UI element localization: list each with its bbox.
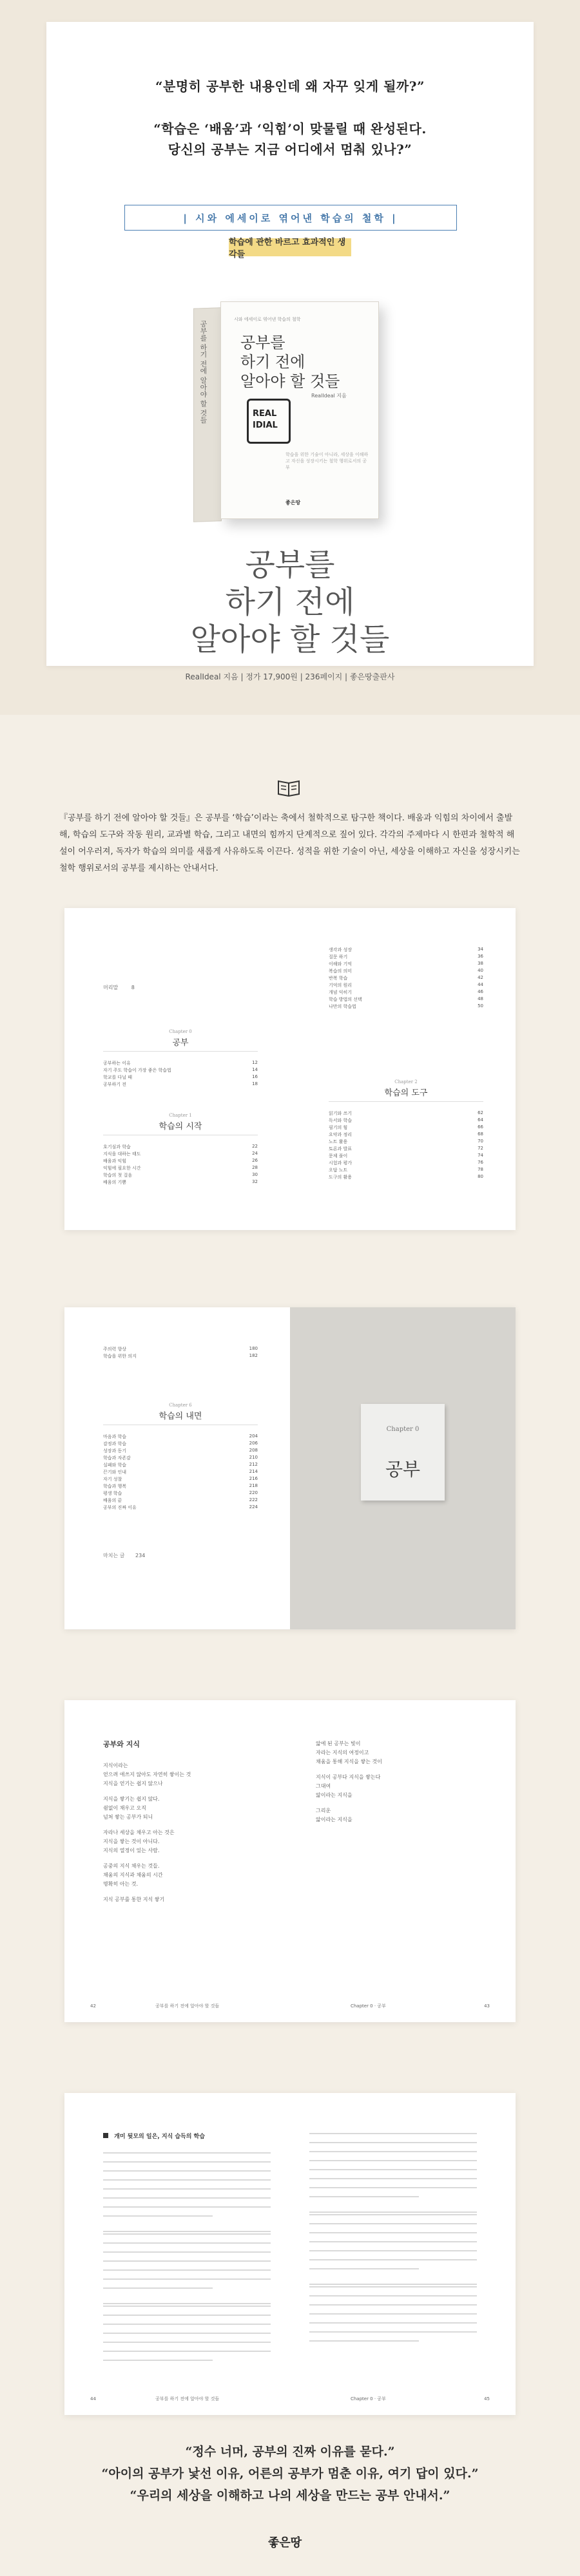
- toc-entry-title: 학습과 행복: [103, 1484, 127, 1489]
- chapter2-label: Chapter 2: [394, 1079, 418, 1084]
- toc-entry-page: 26: [252, 1158, 258, 1163]
- essay-text-line: [309, 2250, 477, 2251]
- toc-entry: [329, 1117, 483, 1124]
- toc-entry-title: 배움과 익힘: [103, 1159, 127, 1164]
- poem-footer-left: [90, 2003, 219, 2009]
- essay-text-line: [309, 2151, 477, 2152]
- toc-entry-title: 생각과 성장: [329, 947, 353, 952]
- essay-text-line: [103, 2233, 271, 2235]
- essay-text-line: [103, 2188, 271, 2190]
- essay-text-line: [103, 2278, 271, 2280]
- toc2-epilogue: [103, 1552, 145, 1559]
- toc-entry-page: 46: [478, 989, 483, 994]
- toc-entry: [103, 1074, 258, 1081]
- essay-text-line: [103, 2324, 271, 2325]
- toc-entry-page: 22: [252, 1144, 258, 1149]
- toc-entry-title: 배움의 기쁨: [103, 1180, 127, 1185]
- toc-entry-page: 12: [252, 1060, 258, 1065]
- tagline: | 시와 에세이로 엮어낸 학습의 철학 |: [124, 205, 457, 231]
- toc-entry-title: 학습을 위한 의지: [103, 1354, 137, 1359]
- toc-entry-title: 이해와 기억: [329, 961, 353, 967]
- poem-page-right: 43: [484, 2003, 490, 2009]
- book-title-line-2: 하기 전에: [225, 584, 355, 620]
- toc-entry-page: 220: [249, 1490, 258, 1495]
- essay-text-line: [309, 2133, 477, 2134]
- essay-text-line: [309, 2268, 419, 2269]
- toc-entry: [329, 975, 483, 981]
- logo-text: [253, 408, 278, 431]
- toc-entry-page: 216: [249, 1476, 258, 1481]
- toc-entry-title: 토론과 발표: [329, 1146, 353, 1151]
- toc-entry: [103, 1504, 258, 1511]
- toc-entry-title: 지식을 대하는 태도: [103, 1151, 141, 1157]
- toc-entry: [329, 996, 483, 1003]
- toc-entry-title: 끈기와 인내: [103, 1470, 127, 1475]
- toc-entry-page: 18: [252, 1081, 258, 1086]
- book-title-line-1: 공부를: [245, 547, 335, 583]
- toc-entry-page: 38: [478, 961, 483, 966]
- toc-entry-page: 66: [478, 1124, 483, 1130]
- poem-line: 앎이라는 지식을: [316, 1792, 353, 1798]
- toc-entry-title: 노트 활용: [329, 1139, 348, 1144]
- poem-line: 지식의 열정이 있는 사람.: [103, 1848, 160, 1853]
- toc-entry-page: 64: [478, 1117, 483, 1122]
- toc-entry-title: 오답 노트: [329, 1168, 348, 1173]
- book-meta: RealIdeal 지음 | 정가 17,900원 | 236페이지 | 좋은땅출판사: [185, 672, 395, 681]
- toc-entry-page: 48: [478, 996, 483, 1001]
- essay-text-line: [103, 2197, 271, 2199]
- essay-text-line: [309, 2196, 419, 2197]
- toc-entry-title: 시험과 평가: [329, 1160, 353, 1166]
- toc-entry-title: 자기 주도 학습이 가장 좋은 학습법: [103, 1068, 171, 1073]
- toc-entry-page: 34: [478, 947, 483, 952]
- toc-entry: [103, 1067, 258, 1074]
- toc-entry-page: 224: [249, 1504, 258, 1510]
- poem-spread: [64, 1700, 516, 2022]
- poem-title: 공부와 지식: [103, 1740, 140, 1748]
- cover-tagline: 학습을 위한 기술이 아니라, 세상을 이해하고 자신을 성장시키는 철학 행위로서의 공부: [285, 452, 369, 470]
- essay-text-line: [309, 2304, 477, 2306]
- book-title-line-3: 알아야 할 것들: [190, 621, 390, 658]
- toc-entry-page: 24: [252, 1151, 258, 1156]
- book-title: [0, 546, 580, 658]
- toc-entry: [103, 1172, 258, 1179]
- toc-entry: [103, 1081, 258, 1088]
- poem-line: 지식을 얻기는 쉽지 않으나: [103, 1781, 163, 1786]
- toc-entry: [329, 1174, 483, 1180]
- toc-entry-page: 78: [478, 1167, 483, 1172]
- toc-entry-page: 70: [478, 1139, 483, 1144]
- toc-entry: [103, 1151, 258, 1157]
- toc-entry: [103, 1441, 258, 1447]
- toc-entry-title: 반복 학습: [329, 976, 348, 981]
- toc-right-page: [290, 908, 516, 1230]
- poem-line: 앎에 된 공부는 빛이: [316, 1741, 361, 1747]
- toc-entry-title: 공부하기 전: [103, 1082, 127, 1087]
- essay-text-line: [309, 2160, 477, 2161]
- essay-text-line: [309, 2295, 477, 2297]
- toc-entry-title: 문제 풀이: [329, 1153, 348, 1159]
- cover-title: [240, 333, 340, 391]
- toc-entry: [329, 1167, 483, 1173]
- open-book-icon: [276, 778, 302, 797]
- toc-entry-title: 요약과 정리: [329, 1132, 353, 1137]
- closing-quote-3: “우리의 세상을 이해하고 나의 세상을 만드는 공부 안내서.”: [130, 2488, 450, 2503]
- poem-line: 넘쳐 쌓는 공부가 되니: [103, 1814, 153, 1820]
- toc-entry-page: 44: [478, 982, 483, 987]
- toc-entry-page: 212: [249, 1462, 258, 1467]
- hero-section: [0, 0, 580, 715]
- toc-entry-page: 68: [478, 1132, 483, 1137]
- toc-entry: [103, 1353, 258, 1359]
- toc-entry-title: 호기심과 학습: [103, 1144, 131, 1150]
- toc-entry: [329, 1110, 483, 1117]
- chapter6-label: Chapter 6: [169, 1403, 192, 1408]
- essay-text-line: [309, 2142, 477, 2143]
- essay-spread: [64, 2093, 516, 2415]
- poem-running-left: 공부를 하기 전에 알아야 할 것들: [155, 2003, 220, 2009]
- toc-spread: [64, 908, 516, 1230]
- essay-text-line: [309, 2340, 419, 2342]
- toc-entry-page: 72: [478, 1146, 483, 1151]
- poem-line: 채움의 지식과 채움의 시간: [103, 1872, 163, 1878]
- cover-title-1: 공부를: [240, 334, 285, 352]
- toc-entry-title: 자기 성찰: [103, 1477, 122, 1482]
- toc-entry-title: 익힘에 필요한 시간: [103, 1166, 141, 1171]
- toc-entry: [103, 1490, 258, 1497]
- toc-entry-title: 도구의 활용: [329, 1175, 353, 1180]
- toc-entry: [103, 1476, 258, 1482]
- essay-title: [103, 2132, 205, 2140]
- cover-top-text: 시와 에세이로 엮어낸 학습의 철학: [234, 317, 301, 322]
- epilogue-page: 234: [135, 1553, 146, 1558]
- toc-entry-page: 182: [249, 1353, 258, 1358]
- toc-entry-title: 감정과 학습: [103, 1441, 127, 1446]
- hero-quote-2: “학습은 ‘배움’과 ‘익힘’이 맞물릴 때 완성된다.: [153, 121, 427, 137]
- essay-left-page: [64, 2093, 290, 2415]
- essay-text-line: [309, 2187, 477, 2188]
- toc-entry-page: 42: [478, 975, 483, 980]
- essay-text-line: [309, 2286, 477, 2287]
- toc-entry: [329, 982, 483, 989]
- poem-running-right: Chapter 0 · 공부: [350, 2003, 386, 2009]
- chapter0-title: 공부: [172, 1038, 189, 1048]
- essay-text-line: [309, 2241, 477, 2242]
- essay-text-line: [103, 2251, 271, 2253]
- essay-text-line: [309, 2214, 477, 2215]
- poem-line: 그리운: [316, 1808, 331, 1814]
- toc-entry-title: 학습과 자존감: [103, 1455, 131, 1461]
- essay-text-line: [309, 2284, 477, 2285]
- spine-text: 공부를 하기 전에 알아야 할 것들: [199, 320, 208, 424]
- closing-quote-1: “정수 너머, 공부의 진짜 이유를 묻다.”: [185, 2445, 395, 2459]
- toc-entry: [103, 1455, 258, 1461]
- toc-entry: [329, 1132, 483, 1138]
- toc-entry: [103, 1158, 258, 1164]
- toc-entry-page: 36: [478, 954, 483, 959]
- poem-left-page: [64, 1700, 290, 2022]
- toc-entry-page: 206: [249, 1441, 258, 1446]
- poem-line: 공중의 지식 채우는 것들.: [103, 1863, 160, 1869]
- toc-entry: [103, 1060, 258, 1066]
- essay-text-line: [309, 2322, 477, 2324]
- logo-line-1: REAL: [253, 409, 277, 419]
- toc-entry: [103, 1497, 258, 1504]
- cover-author: RealIdeal 지음: [311, 393, 347, 399]
- toc-entry-page: 28: [252, 1165, 258, 1170]
- cover-title-2: 하기 전에: [240, 353, 305, 371]
- toc-entry-page: 32: [252, 1179, 258, 1184]
- chapter1-label: Chapter 1: [169, 1113, 192, 1118]
- essay-text-line: [309, 2178, 477, 2179]
- toc-prologue-page: 8: [131, 985, 135, 990]
- hero-quote-3: 당신의 공부는 지금 어디에서 멈춰 있나?”: [168, 142, 412, 157]
- essay-footer-left: [90, 2396, 219, 2402]
- essay-text-line: [103, 2242, 271, 2244]
- toc-entry-title: 실패와 학습: [103, 1463, 127, 1468]
- toc-entry-title: 공부하는 이유: [103, 1061, 131, 1066]
- essay-text-line: [103, 2152, 271, 2154]
- epilogue-label: 마치는 글: [103, 1553, 125, 1558]
- chapter0-label: Chapter 0: [169, 1029, 192, 1034]
- toc-entry-title: 평생 학습: [103, 1491, 122, 1496]
- poem-line: 자라는 지식의 여정이고: [316, 1750, 369, 1756]
- chapter-divider-page: [290, 1307, 516, 1629]
- toc-entry-title: 읽기와 쓰기: [329, 1111, 353, 1116]
- poem-line: 지식이라는: [103, 1763, 128, 1768]
- toc-prologue-label: 머리말: [103, 985, 119, 990]
- toc-entry-title: 주의력 향상: [103, 1347, 127, 1352]
- toc-entry-page: 30: [252, 1172, 258, 1177]
- toc-entry-page: 180: [249, 1346, 258, 1351]
- essay-text-line: [309, 2232, 477, 2233]
- essay-text-line: [103, 2303, 271, 2304]
- toc-entry-page: 208: [249, 1448, 258, 1453]
- toc-divider: [329, 1101, 483, 1102]
- paper-chapter-title: 공부: [385, 1459, 421, 1480]
- toc-entry: [329, 1139, 483, 1145]
- toc-entry: [329, 1153, 483, 1159]
- toc-entry: [103, 1165, 258, 1171]
- poem-right-page: [290, 1700, 516, 2022]
- poem-line: 쉼없이 채우고 오직: [103, 1805, 146, 1811]
- toc-entry-page: 218: [249, 1483, 258, 1488]
- essay-text-line: [103, 2231, 271, 2232]
- toc-entry-title: 나만의 학습법: [329, 1004, 356, 1009]
- toc-entry: [103, 1144, 258, 1150]
- essay-text-line: [103, 2333, 271, 2334]
- toc-entry-title: 공부의 진짜 이유: [103, 1505, 137, 1510]
- book-description: 『공부를 하기 전에 알아야 할 것들』은 공부를 ‘학습’이라는 축에서 철학적으로 탐구한 책이다. 배움과 익힘의 차이에서 출발해, 학습의 도구와 작동 원리, 교과별 학습, 그리고 내면의 힘까지 단계적으로 짚어 있다. 각각의 주제마다 시 한편과 철학적 해설이 어우러져, 독자가 학습의 의미를 새롭게 사유하도록 이끈다. 성적을 위한 기술이 아닌, 세상을 이해하고 자신을 성장시키는 철학 행위로서의 공부를 제시하는 안내서다.: [59, 813, 520, 873]
- essay-text-line: [103, 2260, 271, 2262]
- poem-line: 얻으려 애쓰지 않아도 자연히 쌓이는 것: [103, 1772, 191, 1777]
- toc-entry: [103, 1462, 258, 1468]
- essay-text-line: [309, 2223, 477, 2224]
- cover-publisher: 좋은땅: [285, 500, 301, 506]
- toc-entry-title: 복습의 의미: [329, 969, 353, 974]
- poem-line: 명확히 아는 것.: [103, 1881, 138, 1887]
- crumpled-paper-image: [361, 1404, 445, 1501]
- poem-line: 지식 공부를 통한 지식 쌓기: [103, 1897, 165, 1902]
- essay-title-text: 개미 뒷모의 일은, 지식 습득의 학습: [114, 2134, 205, 2140]
- paper-chapter-label: Chapter 0: [386, 1426, 420, 1433]
- essay-running-left: 공부를 하기 전에 알아야 할 것들: [155, 2396, 220, 2401]
- essay-text-line: [103, 2170, 271, 2172]
- essay-text-line: [103, 2215, 213, 2217]
- poem-line: 자라나 세상을 채우고 아는 것은: [103, 1830, 175, 1835]
- poem-line: 앎이라는 지식을: [316, 1817, 353, 1823]
- toc2-left-page: [64, 1307, 290, 1629]
- chapter6-title: 학습의 내면: [159, 1412, 202, 1421]
- subtag-highlight: 학습에 관한 바르고 효과적인 생각들: [229, 238, 351, 256]
- toc-entry: [329, 954, 483, 960]
- toc-entry-page: 62: [478, 1110, 483, 1115]
- poem-line: 지식이 공부다 지식을 쌓는다: [316, 1774, 381, 1780]
- toc-entry: [103, 1179, 258, 1186]
- essay-text-line: [309, 2331, 477, 2333]
- poem-line: 지식을 쌓기는 쉽지 않다.: [103, 1796, 160, 1802]
- toc-entry-title: 기억의 원리: [329, 983, 353, 988]
- hero-quote-1: “분명히 공부한 내용인데 왜 자꾸 잊게 될까?”: [155, 79, 425, 94]
- poem-page-left: 42: [90, 2003, 96, 2009]
- poem-line: 그대여: [316, 1783, 331, 1789]
- toc-entry-page: 50: [478, 1003, 483, 1009]
- toc-entry: [329, 1160, 483, 1166]
- toc-divider: [103, 1051, 258, 1052]
- essay-text-line: [103, 2342, 271, 2343]
- toc-entry-title: 마음과 학습: [103, 1434, 127, 1439]
- toc-entry-page: 74: [478, 1153, 483, 1158]
- essay-text-line: [103, 2360, 213, 2361]
- essay-text-line: [103, 2161, 271, 2163]
- poem-line: 지식을 쌓는 것이 아니다.: [103, 1839, 160, 1844]
- chapter-divider-spread: [64, 1307, 516, 1629]
- essay-text-line: [103, 2206, 271, 2208]
- toc-entry-title: 학습 방법의 선택: [329, 997, 362, 1002]
- toc-entry-page: 214: [249, 1469, 258, 1474]
- book-spine: [193, 307, 222, 522]
- essay-text-line: [309, 2313, 477, 2315]
- toc-entry: [329, 1146, 483, 1152]
- toc-entry-title: 배움의 끝: [103, 1498, 122, 1503]
- chapter2-title: 학습의 도구: [384, 1088, 428, 1098]
- toc-entry-title: 학습의 첫 걸음: [103, 1173, 133, 1178]
- essay-text-line: [103, 2315, 271, 2316]
- logo-line-2: IDIAL: [253, 421, 278, 430]
- toc-entry-page: 14: [252, 1067, 258, 1072]
- toc-entry: [103, 1346, 258, 1352]
- toc-left-page: [64, 908, 290, 1230]
- essay-text-line: [309, 2211, 477, 2213]
- toc-entry: [103, 1434, 258, 1440]
- section-marker-icon: [103, 2133, 108, 2138]
- publisher-logo: 좋은땅: [268, 2536, 302, 2550]
- toc-entry: [329, 968, 483, 974]
- essay-footer-right: [351, 2396, 490, 2402]
- toc-entry-title: 질문 하기: [329, 954, 348, 960]
- essay-text-line: [309, 2259, 477, 2260]
- toc-prologue: [103, 984, 135, 991]
- chapter1-title: 학습의 시작: [159, 1122, 202, 1132]
- toc-entry: [329, 989, 483, 996]
- essay-text-line: [103, 2287, 213, 2289]
- toc-entry-title: 학교를 다닐 때: [103, 1075, 133, 1080]
- toc-entry-title: 필기의 힘: [329, 1125, 348, 1130]
- toc-entry-title: 개념 익히기: [329, 990, 353, 995]
- poem-line: 채움을 통해 지식을 쌓는 것이: [316, 1759, 382, 1765]
- toc-entry-page: 76: [478, 1160, 483, 1165]
- toc-entry-page: 222: [249, 1497, 258, 1502]
- essay-text-line: [309, 2169, 477, 2170]
- toc-entry-title: 성장과 동기: [103, 1448, 127, 1454]
- toc-entry-page: 210: [249, 1455, 258, 1460]
- toc-entry: [103, 1469, 258, 1475]
- realideal-logo: [247, 399, 291, 444]
- toc-entry-page: 204: [249, 1434, 258, 1439]
- toc-entry: [103, 1483, 258, 1490]
- toc-entry: [329, 1003, 483, 1010]
- essay-text-line: [103, 2306, 271, 2307]
- essay-text-line: [103, 2179, 271, 2181]
- toc-entry: [103, 1448, 258, 1454]
- essay-page-left: 44: [90, 2396, 96, 2401]
- essay-page-right: 45: [484, 2396, 490, 2401]
- book-cover: [220, 301, 379, 519]
- toc-entry: [329, 947, 483, 953]
- poem-footer-right: [351, 2003, 490, 2009]
- toc-entry-page: 80: [478, 1174, 483, 1179]
- essay-text-line: [103, 2269, 271, 2271]
- toc-entry: [329, 1124, 483, 1131]
- essay-text-line: [103, 2351, 271, 2352]
- essay-running-right: Chapter 0 · 공부: [350, 2396, 386, 2401]
- toc-entry-page: 16: [252, 1074, 258, 1079]
- closing-quote-2: “아이의 공부가 낯선 이유, 어른의 공부가 멈춘 이유, 여기 답이 있다.”: [101, 2467, 479, 2481]
- toc-entry-page: 40: [478, 968, 483, 973]
- toc-entry-title: 독서와 학습: [329, 1118, 353, 1123]
- cover-title-3: 알아야 할 것들: [240, 372, 340, 390]
- toc-entry: [329, 961, 483, 967]
- essay-right-page: [290, 2093, 516, 2415]
